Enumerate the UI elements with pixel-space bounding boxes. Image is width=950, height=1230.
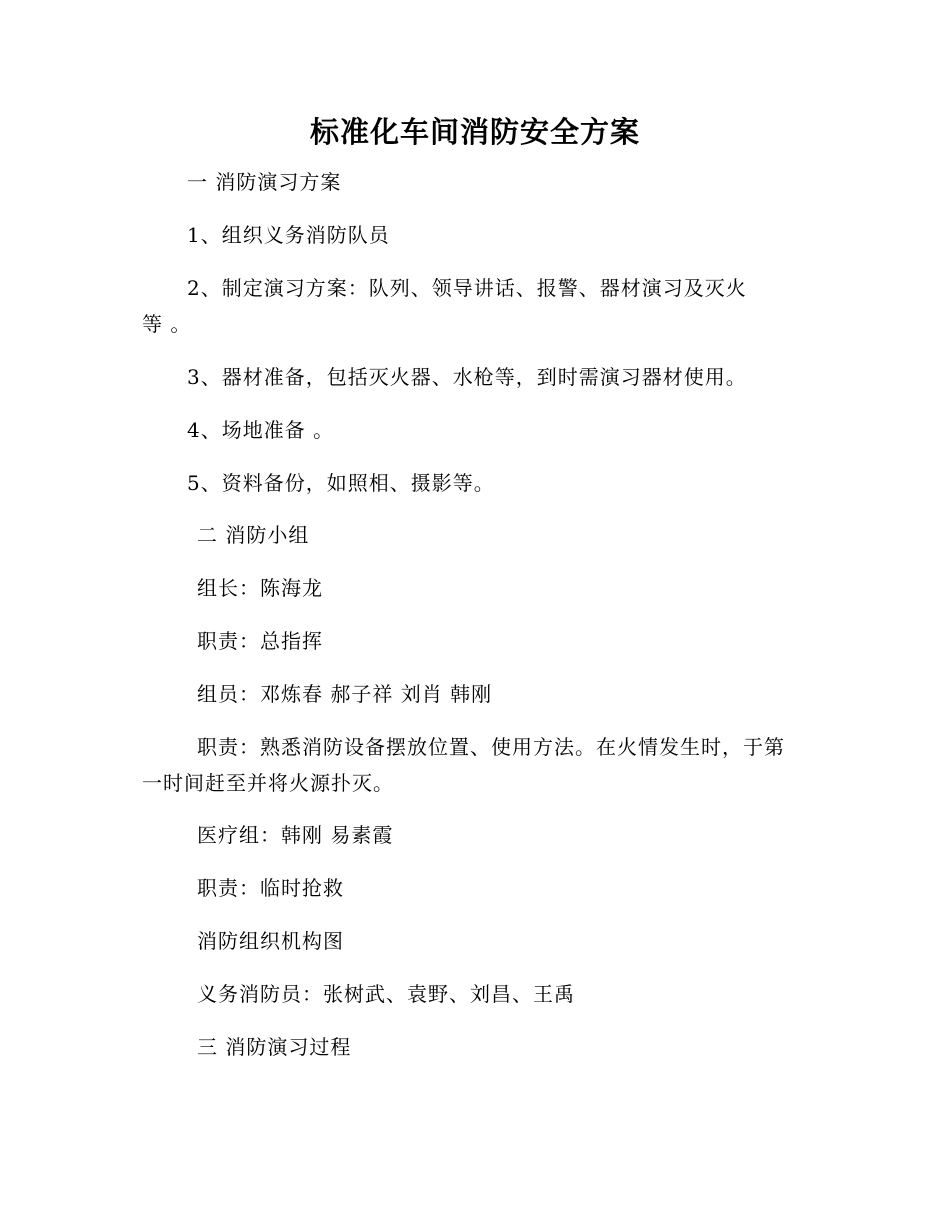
volunteer-firefighters: 义务消防员：张树武、袁野、刘昌、王禹	[197, 982, 575, 1006]
list-item: 5、资料备份，如照相、摄影等。	[187, 471, 495, 495]
list-item-continuation: 等 。	[142, 312, 192, 336]
group-members: 组员：邓炼春 郝子祥 刘肖 韩刚	[197, 682, 493, 706]
section-heading-2: 二 消防小组	[197, 523, 310, 547]
section-heading-1: 一 消防演习方案	[187, 170, 342, 194]
medical-group: 医疗组：韩刚 易素霞	[197, 823, 394, 847]
group-members-duty: 职责：熟悉消防设备摆放位置、使用方法。在火情发生时，于第	[197, 735, 785, 759]
group-members-duty-continuation: 一时间赶至并将火源扑灭。	[142, 771, 394, 795]
section-heading-3: 三 消防演习过程	[197, 1035, 352, 1059]
group-leader: 组长：陈海龙	[197, 576, 323, 600]
list-item: 2、制定演习方案：队列、领导讲话、报警、器材演习及灭火	[187, 276, 747, 300]
org-chart-label: 消防组织机构图	[197, 929, 344, 953]
list-item: 3、器材准备，包括灭火器、水枪等，到时需演习器材使用。	[187, 365, 747, 389]
list-item: 1、组织义务消防队员	[187, 223, 390, 247]
list-item: 4、场地准备 。	[187, 418, 335, 442]
group-leader-duty: 职责：总指挥	[197, 629, 323, 653]
medical-group-duty: 职责：临时抢救	[197, 876, 344, 900]
document-title: 标准化车间消防安全方案	[309, 115, 640, 149]
